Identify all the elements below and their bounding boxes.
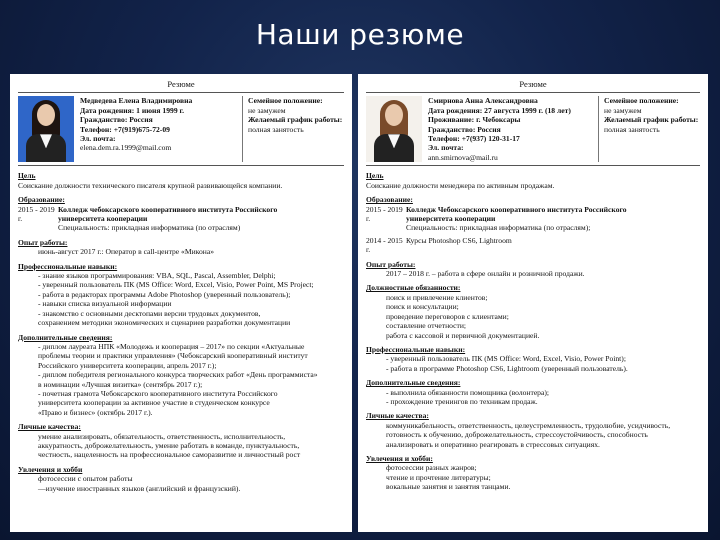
quality-line: аккуратность, доброжелательность, умение работать в команде, пунктуальность, [38, 440, 300, 450]
skill-item: - работа в редакторах программы Adobe Photoshop (уверенный пользователь); [38, 289, 291, 299]
education-heading: Образование: [18, 195, 65, 205]
education-row [366, 205, 700, 233]
hobby-item: —изучение иностранных языков (английский и французский). [38, 483, 241, 493]
resume-title: Резюме [519, 79, 547, 89]
family-value: не замужем [604, 105, 642, 115]
experience-heading: Опыт работы: [366, 259, 416, 269]
duty-item: проведение переговоров с клиентами; [386, 311, 509, 321]
citizenship: Гражданство: Россия [428, 124, 501, 134]
extra-item: «Право и бизнес» (октябрь 2017 г.). [38, 407, 153, 417]
skill-item: - знакомство с основными десктопами версии трудовых документов, [38, 308, 261, 318]
skill-item: - работа в программе Photoshop CS6, Lightroom (уверенный пользователь). [386, 363, 628, 373]
contact-block [80, 96, 242, 162]
hobby-heading: Увлечения и хобби: [366, 453, 433, 463]
experience-heading: Опыт работы: [18, 237, 68, 247]
status-block [598, 96, 700, 162]
hobby-item: фотосессии разных жанров; [386, 463, 477, 473]
duty-item: составление отчетности; [386, 321, 466, 331]
profile-photo [18, 96, 74, 162]
citizenship: Гражданство: Россия [80, 115, 153, 125]
resume-header [18, 92, 344, 166]
family-value: не замужем [248, 105, 286, 115]
email-label: Эл. почта: [80, 134, 116, 144]
education-years: 2014 - 2015 г. [366, 235, 403, 255]
extra-item: проблемы теории и практики управления» (Чебоксарский кооперативный институт [38, 351, 308, 361]
extra-heading: Дополнительные сведения: [18, 332, 113, 342]
duty-item: поиск и консультации; [386, 302, 459, 312]
duty-item: работа с кассовой и первичной документацией. [386, 330, 540, 340]
hobby-item: чтение и прочтение литературы; [386, 472, 491, 482]
resume-page-right [358, 74, 708, 532]
education-specialty: Специальность: прикладная информатика (по отраслям); [406, 223, 591, 233]
education-specialty: Специальность: прикладная информатика (по отраслям) [58, 223, 241, 233]
experience-text: 2017 – 2018 г. – работа в сфере онлайн и розничной продажи. [386, 269, 585, 279]
duties-heading: Должностные обязанности: [366, 283, 461, 293]
goal-heading: Цель [18, 171, 36, 181]
education-school-2: университета кооперации [406, 214, 496, 224]
hobby-item: вокальные занятия и занятия танцами. [386, 482, 511, 492]
phone: Телефон: +7(937) 120-31-17 [428, 134, 520, 144]
extra-item: - прохождение тренингов по техникам продаж. [386, 396, 538, 406]
extra-item: - диплом победителя регионального конкурса творческих работ «День программиста» [38, 370, 318, 380]
person-name: Медведева Елена Владимировна [80, 96, 193, 106]
resume-header [366, 92, 700, 166]
quality-line: честность, нацеленность на профессиональное саморазвитие и личностный рост [38, 450, 301, 460]
skills-heading: Профессиональные навыки: [366, 344, 466, 354]
residence: Проживание: г. Чебоксары [428, 115, 521, 125]
schedule-value: полная занятость [604, 124, 660, 134]
education-years: 2015 - 2019 г. [366, 204, 403, 224]
qualities-heading: Личные качества: [366, 411, 429, 421]
education-school-2: университета кооперации [58, 214, 148, 224]
resume-title: Резюме [167, 79, 195, 89]
extra-item: Российского университета кооперации, апрель 2017 г.); [38, 360, 217, 370]
experience-text: июнь-август 2017 г.: Оператор в call-центре «Микона» [38, 247, 214, 257]
extra-item: - диплом лауреата НПК «Молодежь и кооперация – 2017» по секции «Актуальные [38, 341, 305, 351]
extra-heading: Дополнительные сведения: [366, 378, 461, 388]
skill-item: - уверенный пользователь ПК (MS Office: Word, Excel, Visio, Power Point, MS Project; [38, 280, 314, 290]
hobby-heading: Увлечения и хобби [18, 464, 83, 474]
skill-item: - навыки списка визуальной информации [38, 299, 172, 309]
extra-item: в номинации «Лучшая визитка» (сентябрь 2017 г.); [38, 379, 203, 389]
family-label: Семейное положение: [604, 96, 679, 106]
goal-text: Соискание должности технического писателя крупной развивающейся компании. [18, 180, 283, 190]
education-school: Колледж Чебоксарского кооперативного института Российского [406, 204, 627, 214]
skill-item: сохранением методики экономических и сценариев разработки документации [38, 318, 291, 328]
phone: Телефон: +7(919)675-72-09 [80, 124, 170, 134]
birth-date: Дата рождения: 27 августа 1999 г. (18 лет) [428, 105, 571, 115]
schedule-label: Желаемый график работы: [248, 115, 343, 125]
extra-item: - почетная грамота Чебоксарского кооперативного института Российского [38, 388, 278, 398]
contact-block [428, 96, 598, 162]
extra-item: - выполнила обязанности помощника (волонтера); [386, 387, 549, 397]
skill-item: - знание языков программирования: VBA, SQL, Pascal, Assembler, Delphi; [38, 271, 276, 281]
birth-date: Дата рождения: 1 июня 1999 г. [80, 105, 185, 115]
goal-heading: Цель [366, 171, 384, 181]
education-school: Колледж чебоксарского кооперативного института Российского [58, 204, 278, 214]
schedule-value: полная занятость [248, 124, 304, 134]
resume-page-left [10, 74, 352, 532]
education-row-2 [366, 236, 700, 255]
email: elena.dem.ra.1999@mail.com [80, 143, 172, 153]
slide-title: Наши резюме [255, 18, 465, 51]
profile-photo [366, 96, 422, 162]
skills-heading: Профессиональные навыки: [18, 261, 118, 271]
quality-line: умение анализировать, обязательность, ответственность, исполнительность, [38, 431, 286, 441]
hobby-item: фотосессии с опытом работы [38, 474, 133, 484]
email: ann.smirnova@mail.ru [428, 152, 498, 162]
education-row [18, 205, 344, 233]
education-heading: Образование: [366, 195, 413, 205]
schedule-label: Желаемый график работы: [604, 115, 699, 125]
skill-item: - уверенный пользователь ПК (MS Office: Word, Excel, Visio, Power Point); [386, 354, 626, 364]
family-label: Семейное положение: [248, 96, 323, 106]
quality-line: коммуникабельность, ответственность, целеустремленность, трудолюбие, усидчивость, [386, 420, 671, 430]
email-label: Эл. почта: [428, 143, 464, 153]
status-block [242, 96, 344, 162]
quality-line: анализировать и оперативно реагировать в стрессовых ситуациях. [386, 439, 600, 449]
person-name: Смирнова Анна Александровна [428, 96, 538, 106]
goal-text: Соискание должности менеджера по активным продажам. [366, 180, 555, 190]
education-courses: Курсы Photoshop CS6, Lightroom [406, 235, 512, 245]
extra-item: университета кооперации за активное участие в студенческом конкурсе [38, 398, 270, 408]
quality-line: готовность к обучению, доброжелательность, стрессоустойчивость, способность [386, 430, 648, 440]
education-years: 2015 - 2019 г. [18, 204, 55, 224]
duty-item: поиск и привлечение клиентов; [386, 292, 488, 302]
qualities-heading: Личные качества: [18, 422, 81, 432]
